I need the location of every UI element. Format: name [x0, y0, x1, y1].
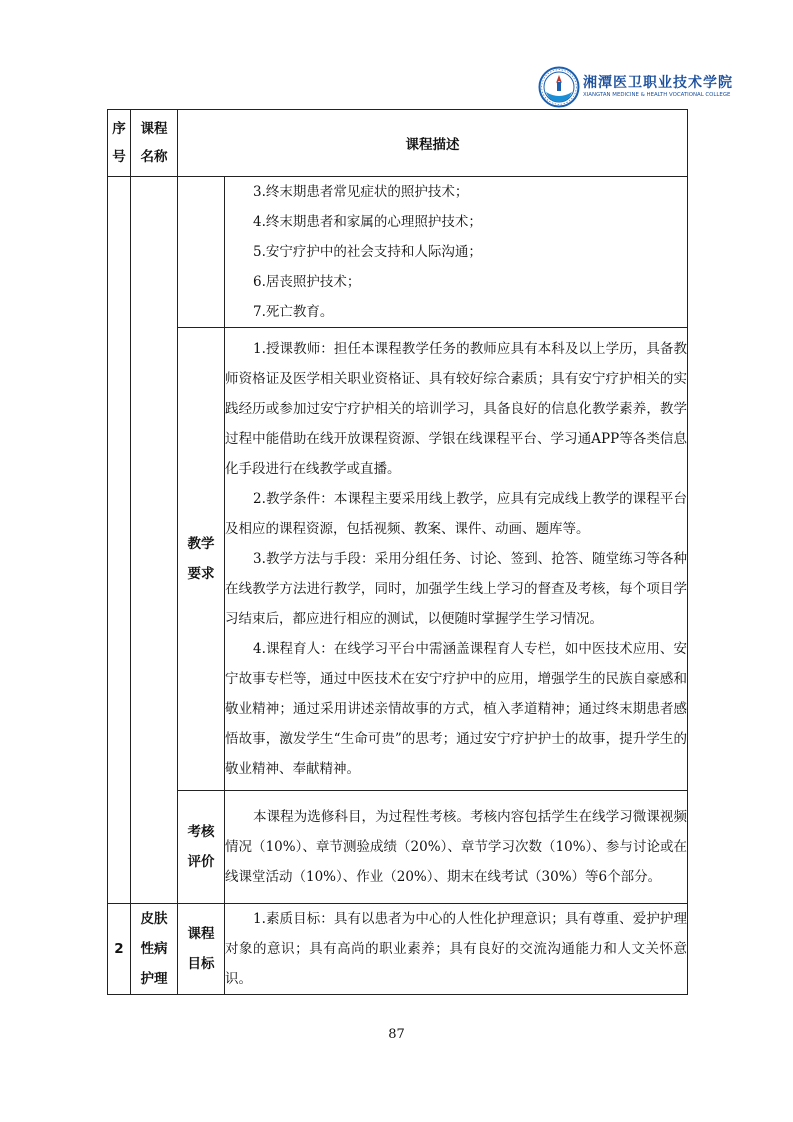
- name-cell-empty: [131, 177, 178, 904]
- list-item: 7.死亡教育。: [253, 304, 334, 320]
- header-name-line1: 课程: [140, 121, 168, 137]
- list-item: 4.终末期患者和家属的心理照护技术；: [253, 214, 482, 230]
- header-name-line2: 名称: [140, 149, 168, 165]
- college-name-en: XIANGTAN MEDICINE & HEALTH VOCATIONAL COLLEGE: [583, 92, 731, 98]
- course-table: [107, 109, 688, 995]
- paragraph: 1.素质目标：具有以患者为中心的人性化护理意识；具有尊重、爱护护理对象的意识；具有高尚的职业素养；具有良好的交流沟通能力和人文关怀意识。: [225, 911, 687, 987]
- table-row: [108, 904, 688, 995]
- label-line2: 目标: [187, 956, 215, 972]
- course-index: 2: [108, 904, 131, 995]
- header-index: [108, 110, 131, 177]
- label-line1: 考核: [187, 824, 215, 840]
- table-header-row: [108, 110, 688, 177]
- table-row: [108, 177, 688, 328]
- table-row: [108, 328, 688, 791]
- assessment-content: [225, 791, 688, 904]
- header-course-description: 课程描述: [178, 110, 688, 177]
- paragraph: 3.教学方法与手段：采用分组任务、讨论、签到、抢答、随堂练习等各种在线教学方法进行教学，同时，加强学生线上学习的督查及考核，每个项目学习结束后，都应进行相应的测试，以便随时掌握学生学习情况。: [225, 551, 687, 627]
- list-item: 6.居丧照护技术；: [253, 274, 361, 290]
- header-index-line1: 序: [112, 121, 126, 137]
- list-item: 5.安宁疗护中的社会支持和人际沟通；: [253, 244, 482, 260]
- course-objectives-label: [178, 904, 225, 995]
- label-cell-empty: [178, 177, 225, 328]
- list-item: 3.终末期患者常见症状的照护技术；: [253, 184, 469, 200]
- college-logo: [538, 66, 733, 110]
- label-line1: 课程: [187, 926, 215, 942]
- teaching-requirements-content: [225, 328, 688, 791]
- teaching-requirements-label: [178, 328, 225, 791]
- college-emblem-icon: [538, 66, 580, 108]
- assessment-label: [178, 791, 225, 904]
- label-line2: 要求: [187, 566, 215, 582]
- paragraph: 2.教学条件：本课程主要采用线上教学，应具有完成线上教学的课程平台及相应的课程资源，包括视频、教案、课件、动画、题库等。: [225, 491, 687, 537]
- label-line2: 评价: [187, 854, 215, 870]
- header-index-line2: 号: [112, 149, 126, 165]
- paragraph: 本课程为选修科目，为过程性考核。考核内容包括学生在线学习微课视频情况（10%）、章节测验成绩（20%）、章节学习次数（10%）、参与讨论或在线课堂活动（10%）、作业（20%）、期末在线考试（30%）等6个部分。: [225, 809, 687, 885]
- paragraph: 1.授课教师：担任本课程教学任务的教师应具有本科及以上学历，具备教师资格证及医学相关职业资格证、具有较好综合素质；具有安宁疗护相关的实践经历或参加过安宁疗护相关的培训学习，具备良好的信息化教学素养，教学过程中能借助在线开放课程资源、学银在线课程平台、学习通APP等各类信息化手段进行在线教学或直播。: [225, 341, 687, 477]
- course-name-line3: 护理: [140, 971, 168, 987]
- header-course-name: [131, 110, 178, 177]
- index-cell-empty: [108, 177, 131, 904]
- course-name: [131, 904, 178, 995]
- label-line1: 教学: [187, 536, 215, 552]
- course-objectives-content: [225, 904, 688, 995]
- college-name-cn: 湘潭医卫职业技术学院: [583, 75, 733, 91]
- table-row: [108, 791, 688, 904]
- course-name-line1: 皮肤: [140, 911, 168, 927]
- page-number: 87: [388, 1027, 405, 1042]
- paragraph: 4.课程育人：在线学习平台中需涵盖课程育人专栏，如中医技术应用、安宁故事专栏等，通过中医技术在安宁疗护中的应用，增强学生的民族自豪感和敬业精神；通过采用讲述亲情故事的方式，植入孝道精神；通过终末期患者感悟故事，激发学生“生命可贵”的思考；通过安宁疗护护士的故事，提升学生的敬业精神、奉献精神。: [225, 641, 687, 777]
- content-items-cell: [225, 177, 688, 328]
- course-name-line2: 性病: [140, 941, 168, 957]
